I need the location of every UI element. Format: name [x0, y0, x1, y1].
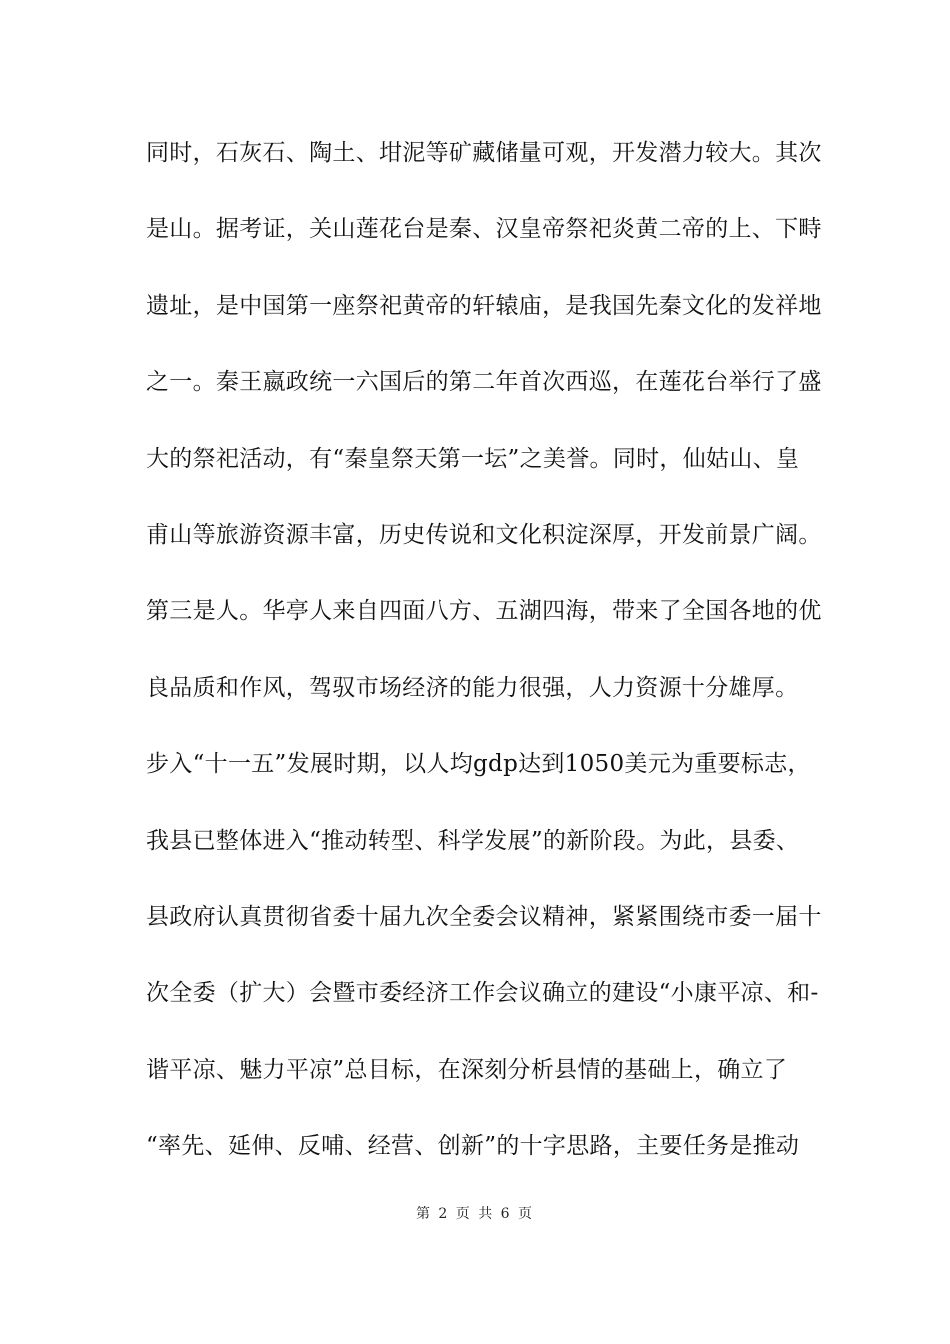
text-line-12: 次全委（扩大）会暨市委经济工作会议确立的建设“小康平凉、和-	[146, 980, 819, 1007]
text-line-9: 步入“十一五”发展时期，以人均gdp达到1050美元为重要标志，	[146, 751, 811, 778]
text-line-5: 大的祭祀活动，有“秦皇祭天第一坛”之美誉。同时，仙姑山、皇	[146, 445, 800, 472]
text-line-14: “率先、延伸、反哺、经营、创新”的十字思路，主要任务是推动	[146, 1133, 800, 1160]
body-text	[146, 131, 822, 1200]
text-line-7: 第三是人。华亭人来自四面八方、五湖四海，带来了全国各地的优	[146, 598, 822, 625]
page-number-footer: 第 2 页 共 6 页	[415, 1206, 535, 1222]
text-line-4: 之一。秦王嬴政统一六国后的第二年首次西巡，在莲花台举行了盛	[146, 369, 822, 396]
text-line-6: 甫山等旅游资源丰富，历史传说和文化积淀深厚，开发前景广阔。	[146, 521, 822, 548]
text-line-2: 是山。据考证，关山莲花台是秦、汉皇帝祭祀炎黄二帝的上、下畤	[146, 216, 822, 243]
text-line-1: 同时，石灰石、陶土、坩泥等矿藏储量可观，开发潜力较大。其次	[146, 140, 822, 166]
text-line-11: 县政府认真贯彻省委十届九次全委会议精神，紧紧围绕市委一届十	[146, 903, 822, 930]
text-line-13: 谐平凉、魅力平凉”总目标，在深刻分析县情的基础上，确立了	[146, 1056, 788, 1083]
text-line-10: 我县已整体进入“推动转型、科学发展”的新阶段。为此，县委、	[146, 827, 800, 854]
text-line-3: 遗址，是中国第一座祭祀黄帝的轩辕庙，是我国先秦文化的发祥地	[146, 292, 822, 319]
text-line-8: 良品质和作风，驾驭市场经济的能力很强，人力资源十分雄厚。	[146, 674, 799, 701]
